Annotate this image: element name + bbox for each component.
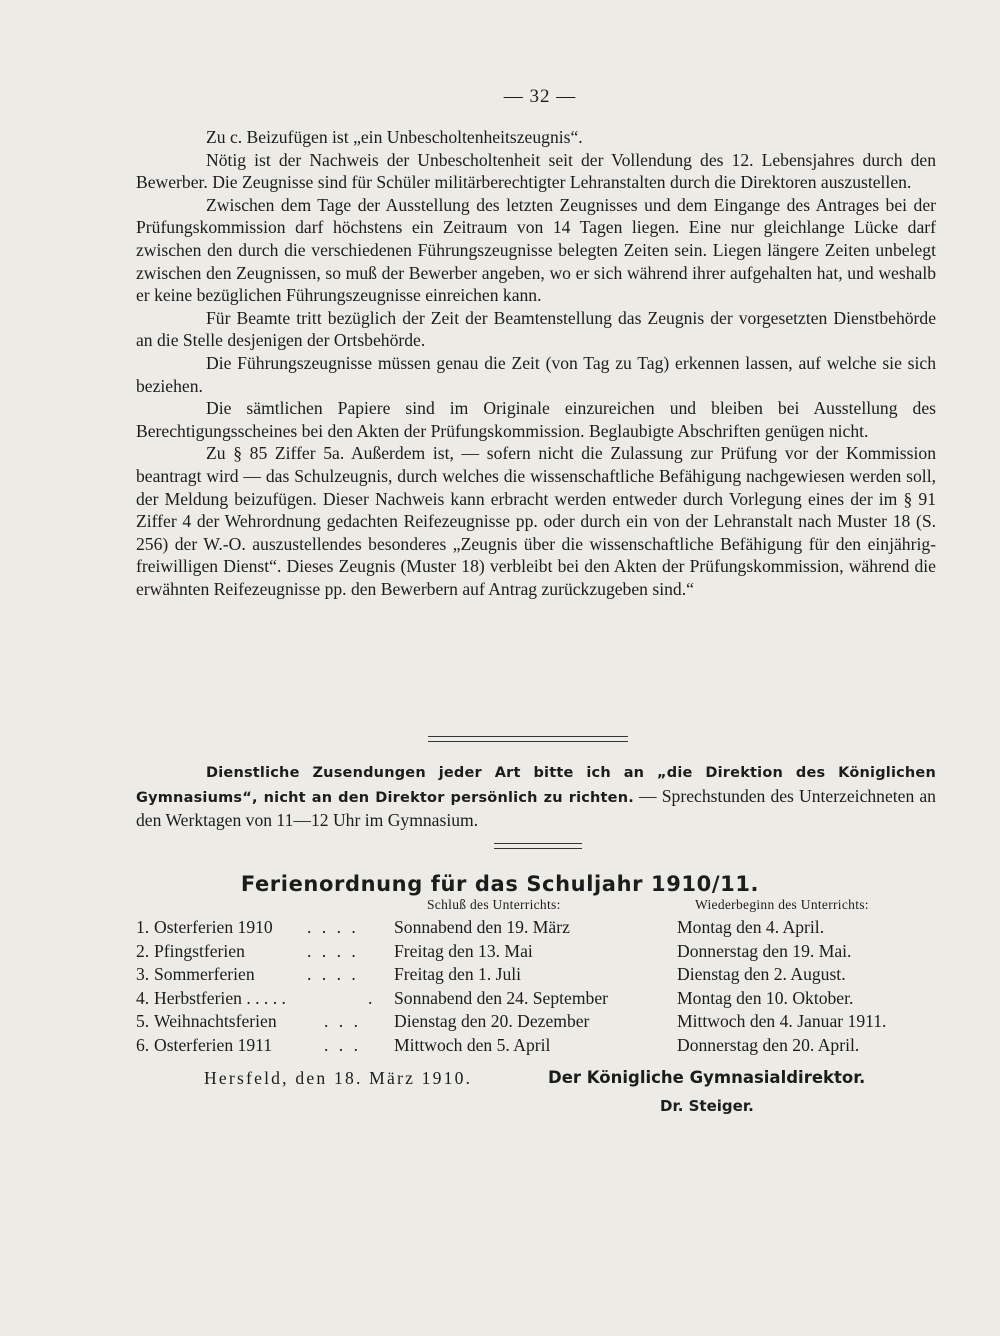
table-row [136, 940, 936, 964]
schedule-title: Ferienordnung für das Schuljahr 1910/11. [240, 872, 760, 896]
signatory-office: Der Königliche Gymnasialdirektor. [548, 1068, 866, 1087]
leader-dots: . . . [324, 1011, 361, 1031]
table-row [136, 963, 936, 987]
row-number: 6. [136, 1034, 150, 1055]
row-number: 3. [136, 964, 150, 984]
paragraph: Die Führungszeugnisse müssen genau die Zeit (von Tag zu Tag) erkennen lassen, auf welche sie sich beziehen. [136, 352, 936, 396]
notice-text: — Sprechstunden des Unterzeichneten an den Werktagen von 11—12 Uhr im Gymnasium. [136, 785, 936, 831]
end-date: Mittwoch den 5. April [394, 1034, 551, 1055]
table-row [136, 1010, 936, 1034]
end-date: Freitag den 13. Mai [394, 940, 533, 961]
row-number: 2. [136, 940, 150, 961]
start-date: Donnerstag den 20. April. [677, 1034, 860, 1055]
start-date: Dienstag den 2. August. [677, 964, 846, 984]
end-date: Sonnabend den 19. März [394, 917, 570, 937]
holiday-name: Herbstferien . . . . . [154, 987, 286, 1008]
notice-block [136, 760, 936, 832]
start-date: Montag den 10. Oktober. [677, 987, 854, 1008]
paragraph: Für Beamte tritt bezüglich der Zeit der Beamtenstellung das Zeugnis der vorgesetzten Dienstbehörde an die Stelle desjenigen der Ortsbehörde. [136, 307, 936, 351]
holiday-name: Osterferien 1911 [154, 1034, 273, 1055]
end-date: Dienstag den 20. Dezember [394, 1011, 590, 1031]
divider-rule [428, 736, 628, 742]
row-number: 4. [136, 987, 150, 1008]
divider-rule [494, 843, 582, 849]
leader-dots: . [368, 987, 376, 1008]
row-number: 5. [136, 1011, 150, 1031]
paragraph: Nötig ist der Nachweis der Unbescholtenheit seit der Vollendung des 12. Lebensjahres durch den Bewerber. Die Zeugnisse sind für Schüler militärberechtigter Lehranstalten durch die Direktoren auszustellen. [136, 149, 936, 193]
leader-dots: . . . . [307, 940, 359, 961]
start-date: Montag den 4. April. [677, 917, 825, 937]
leader-dots: . . . . [307, 917, 359, 937]
table-row [136, 987, 936, 1011]
place-date: Hersfeld, den 18. März 1910. [204, 1068, 473, 1088]
holiday-name: Osterferien 1910 [154, 917, 273, 937]
signatory-name: Dr. Steiger. [660, 1097, 754, 1115]
main-text [136, 126, 936, 600]
column-header-start: Wiederbeginn des Unterrichts: [695, 897, 869, 912]
table-row [136, 916, 936, 940]
end-date: Freitag den 1. Juli [394, 964, 522, 984]
holiday-name: Pfingstferien [154, 940, 245, 961]
table-row [136, 1034, 936, 1058]
paragraph: Zu § 85 Ziffer 5a. Außerdem ist, — sofern nicht die Zulassung zur Prüfung vor der Kommission beantragt wird — das Schulzeugnis, durch welches die wissenschaftliche Befähigung nachgewiesen werden soll, der Meldung beizufügen. Dieser Nachweis kann erbracht werden entweder durch Vorlegung eines der im § 91 Ziffer 4 der Wehrordnung gedachten Reifezeugnisse pp. oder durch ein von der Lehranstalt nach Muster 18 (S. 256) der W.-O. auszustellendes besonderes „Zeugnis über die wissenschaftliche Befähigung für den einjährig-freiwilligen Dienst“. Dieses Zeugnis (Muster 18) verbleibt bei den Akten der Prüfungskommission, während die erwähnten Reifezeugnisse pp. den Bewerbern auf Antrag zurückzugeben sind.“ [136, 443, 936, 599]
holiday-name: Weihnachtsferien [154, 1011, 277, 1031]
holiday-name: Sommerferien [154, 964, 255, 984]
paragraph: Zu c. Beizufügen ist „ein Unbescholtenheitszeugnis“. [206, 127, 583, 147]
notice-bold-text: Dienstliche Zusendungen jeder Art bitte ich an „die Direktion des Königlichen Gymnasiums“, nicht an den Direktor persönlich zu richten. [136, 765, 936, 806]
holiday-schedule-table [136, 916, 936, 1057]
row-number: 1. [136, 917, 150, 937]
start-date: Mittwoch den 4. Januar 1911. [677, 1011, 887, 1031]
column-header-end: Schluß des Unterrichts: [427, 897, 561, 912]
paragraph: Zwischen dem Tage der Ausstellung des letzten Zeugnisses und dem Eingange des Antrages bei der Prüfungskommission darf höchstens ein Zeitraum von 14 Tagen liegen. Eine nur gleichlange Lücke darf zwischen den durch die verschiedenen Führungszeugnisse belegten Zeiten sein. Liegen längere Zeiten unbelegt zwischen den Zeugnissen, so muß der Bewerber angeben, wo er sich während ihrer aufgehalten hat, und weshalb er keine bezüglichen Führungszeugnisse einreichen kann. [136, 194, 936, 306]
leader-dots: . . . [324, 1034, 361, 1055]
paragraph: Die sämtlichen Papiere sind im Originale einzureichen und bleiben bei Ausstellung des Berechtigungsscheines bei den Akten der Prüfungskommission. Beglaubigte Abschriften genügen nicht. [136, 398, 936, 441]
leader-dots: . . . . [307, 964, 359, 984]
page-number: — 32 — [503, 86, 577, 107]
end-date: Sonnabend den 24. September [394, 987, 609, 1008]
start-date: Donnerstag den 19. Mai. [677, 940, 852, 961]
